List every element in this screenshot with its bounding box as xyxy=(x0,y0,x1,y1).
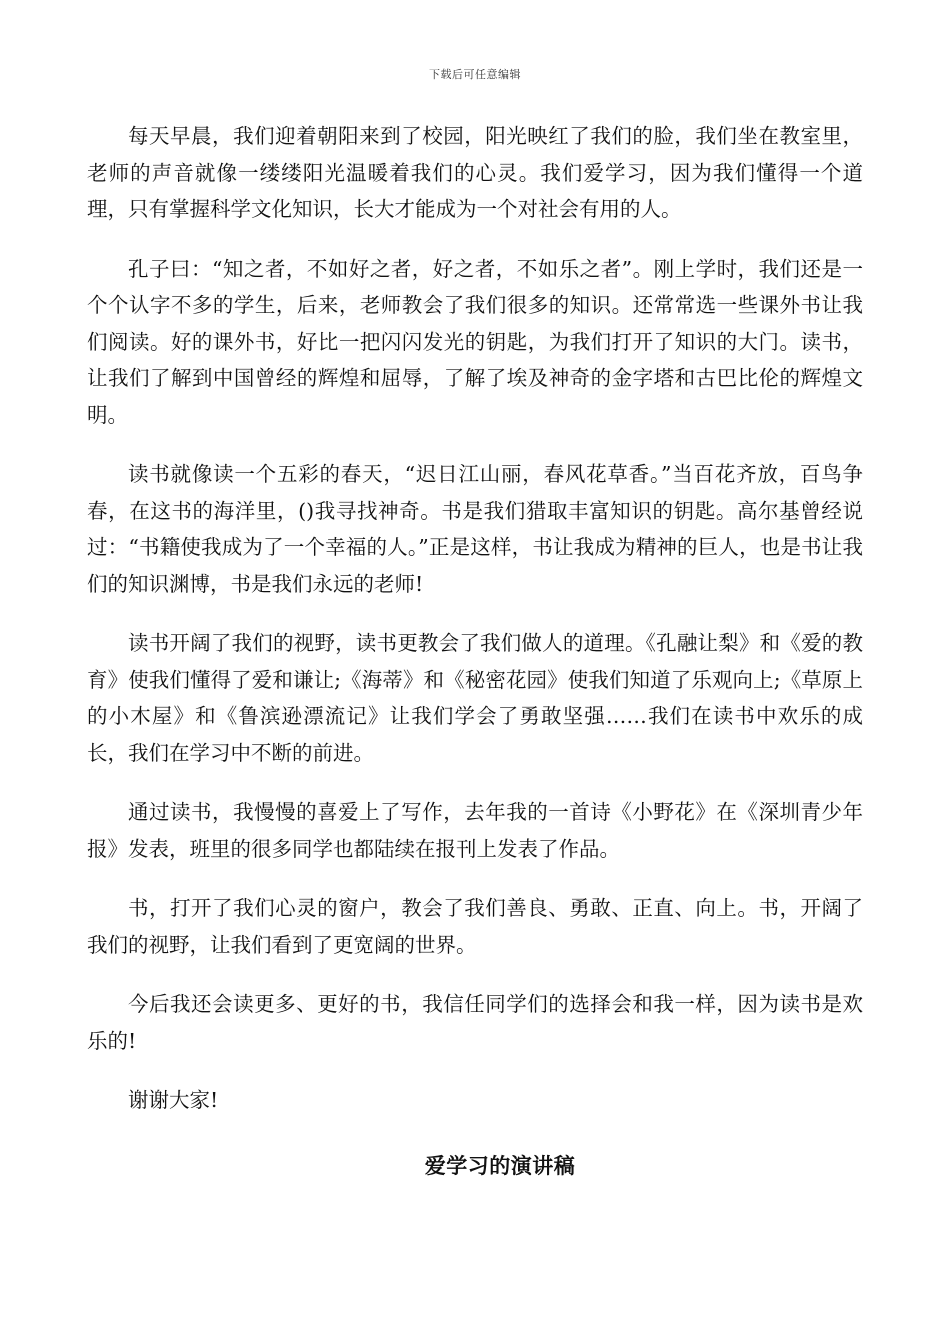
paragraph-5: 通过读书，我慢慢的喜爱上了写作，去年我的一首诗《小野花》在《深圳青少年报》发表，班里的很多同学也都陆续在报刊上发表了作品。 xyxy=(87,800,863,861)
page-header: 下载后可任意编辑 xyxy=(429,68,521,81)
paragraph-2: 孔子曰：“知之者，不如好之者，好之者，不如乐之者”。刚上学时，我们还是一个个认字不多的学生，后来，老师教会了我们很多的知识。还常常选一些课外书让我们阅读。好的课外书，好比一把闪闪发光的钥匙，为我们打开了知识的大门。读书，让我们了解到中国曾经的辉煌和屈辱，了解了埃及神奇的金字塔和古巴比伦的辉煌文明。 xyxy=(87,256,863,427)
paragraph-1: 每天早晨，我们迎着朝阳来到了校园，阳光映红了我们的脸，我们坐在教室里，老师的声音就像一缕缕阳光温暖着我们的心灵。我们爱学习，因为我们懂得一个道理，只有掌握科学文化知识，长大才能成为一个对社会有用的人。 xyxy=(87,124,863,221)
paragraph-4: 读书开阔了我们的视野，读书更教会了我们做人的道理。《孔融让梨》和《爱的教育》使我们懂得了爱和谦让;《海蒂》和《秘密花园》使我们知道了乐观向上;《草原上的小木屋》和《鲁滨逊漂流记》让我们学会了勇敢坚强……我们在读书中欢乐的成长，我们在学习中不断的前进。 xyxy=(87,631,863,765)
speech-body xyxy=(87,118,863,1142)
paragraph-6: 书，打开了我们心灵的窗户，教会了我们善良、勇敢、正直、向上。书，开阔了我们的视野，让我们看到了更宽阔的世界。 xyxy=(87,896,863,957)
closing-thanks: 谢谢大家! xyxy=(128,1088,219,1112)
speech-title: 爱学习的演讲稿 xyxy=(424,1153,576,1178)
paragraph-3: 读书就像读一个五彩的春天，“迟日江山丽，春风花草香。”当百花齐放，百鸟争春，在这书的海洋里，()我寻找神奇。书是我们猎取丰富知识的钥匙。高尔基曾经说过：“书籍使我成为了一个幸福的人。”正是这样，书让我成为精神的巨人，也是书让我们的知识渊博，书是我们永远的老师! xyxy=(87,462,863,596)
paragraph-7: 今后我还会读更多、更好的书，我信任同学们的选择会和我一样，因为读书是欢乐的! xyxy=(87,992,863,1053)
